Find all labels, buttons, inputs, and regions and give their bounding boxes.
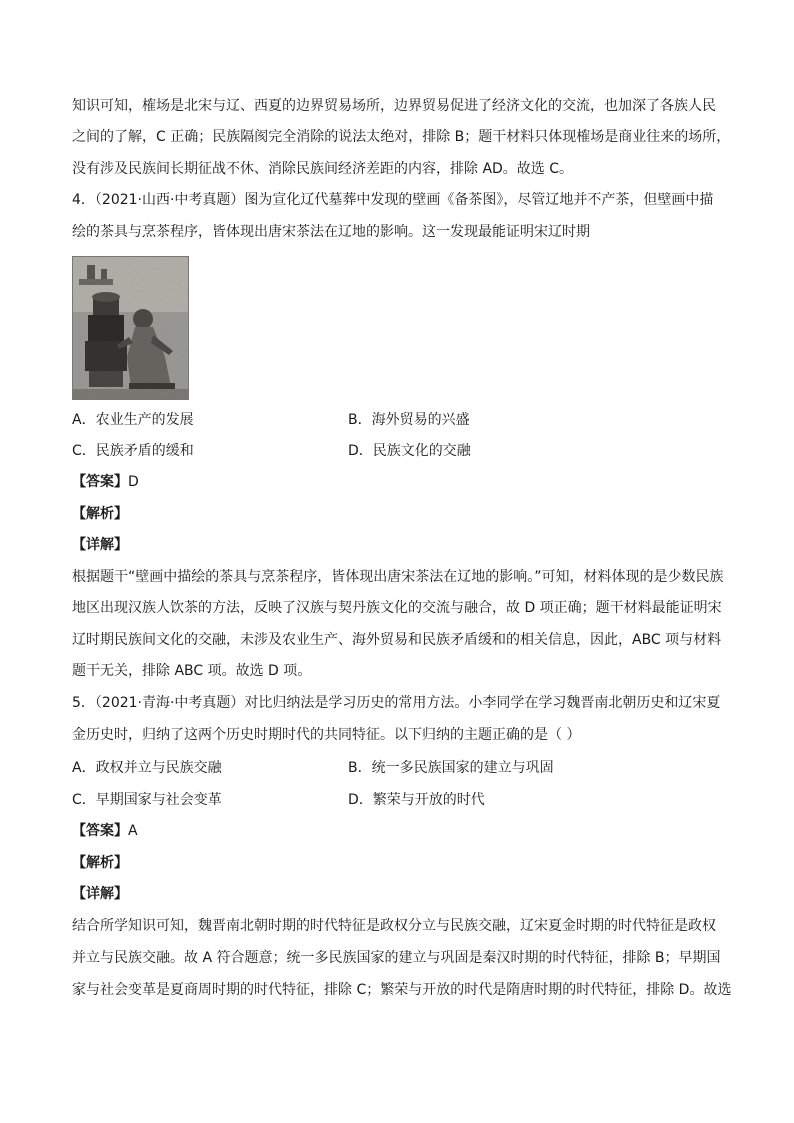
carryover-line-1: 知识可知，榷场是北宋与辽、西夏的边界贸易场所，边界贸易促进了经济文化的交流，也加深了各族人民 [72,98,716,114]
mural-illustration [73,257,188,399]
q4-stem-line-1: 4．（2021·山西·中考真题）图为宣化辽代墓葬中发现的壁画《备茶图》，尽管辽地并不产茶，但壁画中描 [72,192,714,208]
q4-option-c: C．民族矛盾的缓和 [72,443,194,459]
q4-stem-line-2: 绘的茶具与烹茶程序，皆体现出唐宋茶法在辽地的影响。这一发现最能证明宋辽时期 [72,224,590,240]
q4-detail-label: 【详解】 [72,537,128,553]
q5-detail-line-2: 并立与民族交融。故 A 符合题意；统一多民族国家的建立与巩固是秦汉时期的时代特征，排除 B；早期国 [72,950,721,966]
q4-option-d: D．民族文化的交融 [348,443,471,459]
q4-detail-line-4: 题干无关，排除 ABC 项。故选 D 项。 [72,663,312,679]
q4-analysis-label: 【解析】 [72,506,128,522]
q4-detail-line-2: 地区出现汉族人饮茶的方法，反映了汉族与契丹族文化的交流与融合，故 D 项正确；题干材料最能证明宋 [72,600,722,616]
q5-answer-value: A [128,823,138,839]
q4-answer [72,472,139,492]
mural-tea-preparation-image [72,256,189,400]
q4-detail-line-1: 根据题干“壁画中描绘的茶具与烹茶程序，皆体现出唐宋茶法在辽地的影响。”可知，材料体现的是少数民族 [72,569,724,585]
q5-analysis-label: 【解析】 [72,855,128,871]
q5-option-b: B．统一多民族国家的建立与巩固 [348,760,554,776]
q5-answer [72,821,138,841]
carryover-line-2: 之间的了解，C 正确；民族隔阂完全消除的说法太绝对，排除 B；题干材料只体现榷场是商业往来的场所， [72,129,731,145]
q5-detail-line-3: 家与社会变革是夏商周时期的时代特征，排除 C；繁荣与开放的时代是隋唐时期的时代特征，排除 D。故选 [72,982,732,998]
q4-answer-value: D [128,474,139,490]
q5-option-d: D．繁荣与开放的时代 [348,792,485,808]
q5-stem-line-2: 金历史时，归纳了这两个历史时期时代的共同特征。以下归纳的主题正确的是（ ） [72,727,581,743]
q5-option-c: C．早期国家与社会变革 [72,792,222,808]
q5-stem-line-1: 5．（2021·青海·中考真题）对比归纳法是学习历史的常用方法。小李同学在学习魏晋南北朝历史和辽宋夏 [72,695,721,711]
q5-detail-label: 【详解】 [72,886,128,902]
carryover-line-3: 没有涉及民族间长期征战不休、消除民族间经济差距的内容，排除 AD。故选 C。 [72,161,574,177]
q4-detail-line-3: 辽时期民族间文化的交融，未涉及农业生产、海外贸易和民族矛盾缓和的相关信息，因此，ABC 项与材料 [72,632,722,648]
q4-answer-label: 【答案】 [72,474,128,490]
q4-option-a: A．农业生产的发展 [72,412,194,428]
q5-answer-label: 【答案】 [72,823,128,839]
q5-detail-line-1: 结合所学知识可知，魏晋南北朝时期的时代特征是政权分立与民族交融，辽宋夏金时期的时代特征是政权 [72,918,716,934]
q4-option-b: B．海外贸易的兴盛 [348,412,470,428]
q5-option-a: A．政权并立与民族交融 [72,760,222,776]
